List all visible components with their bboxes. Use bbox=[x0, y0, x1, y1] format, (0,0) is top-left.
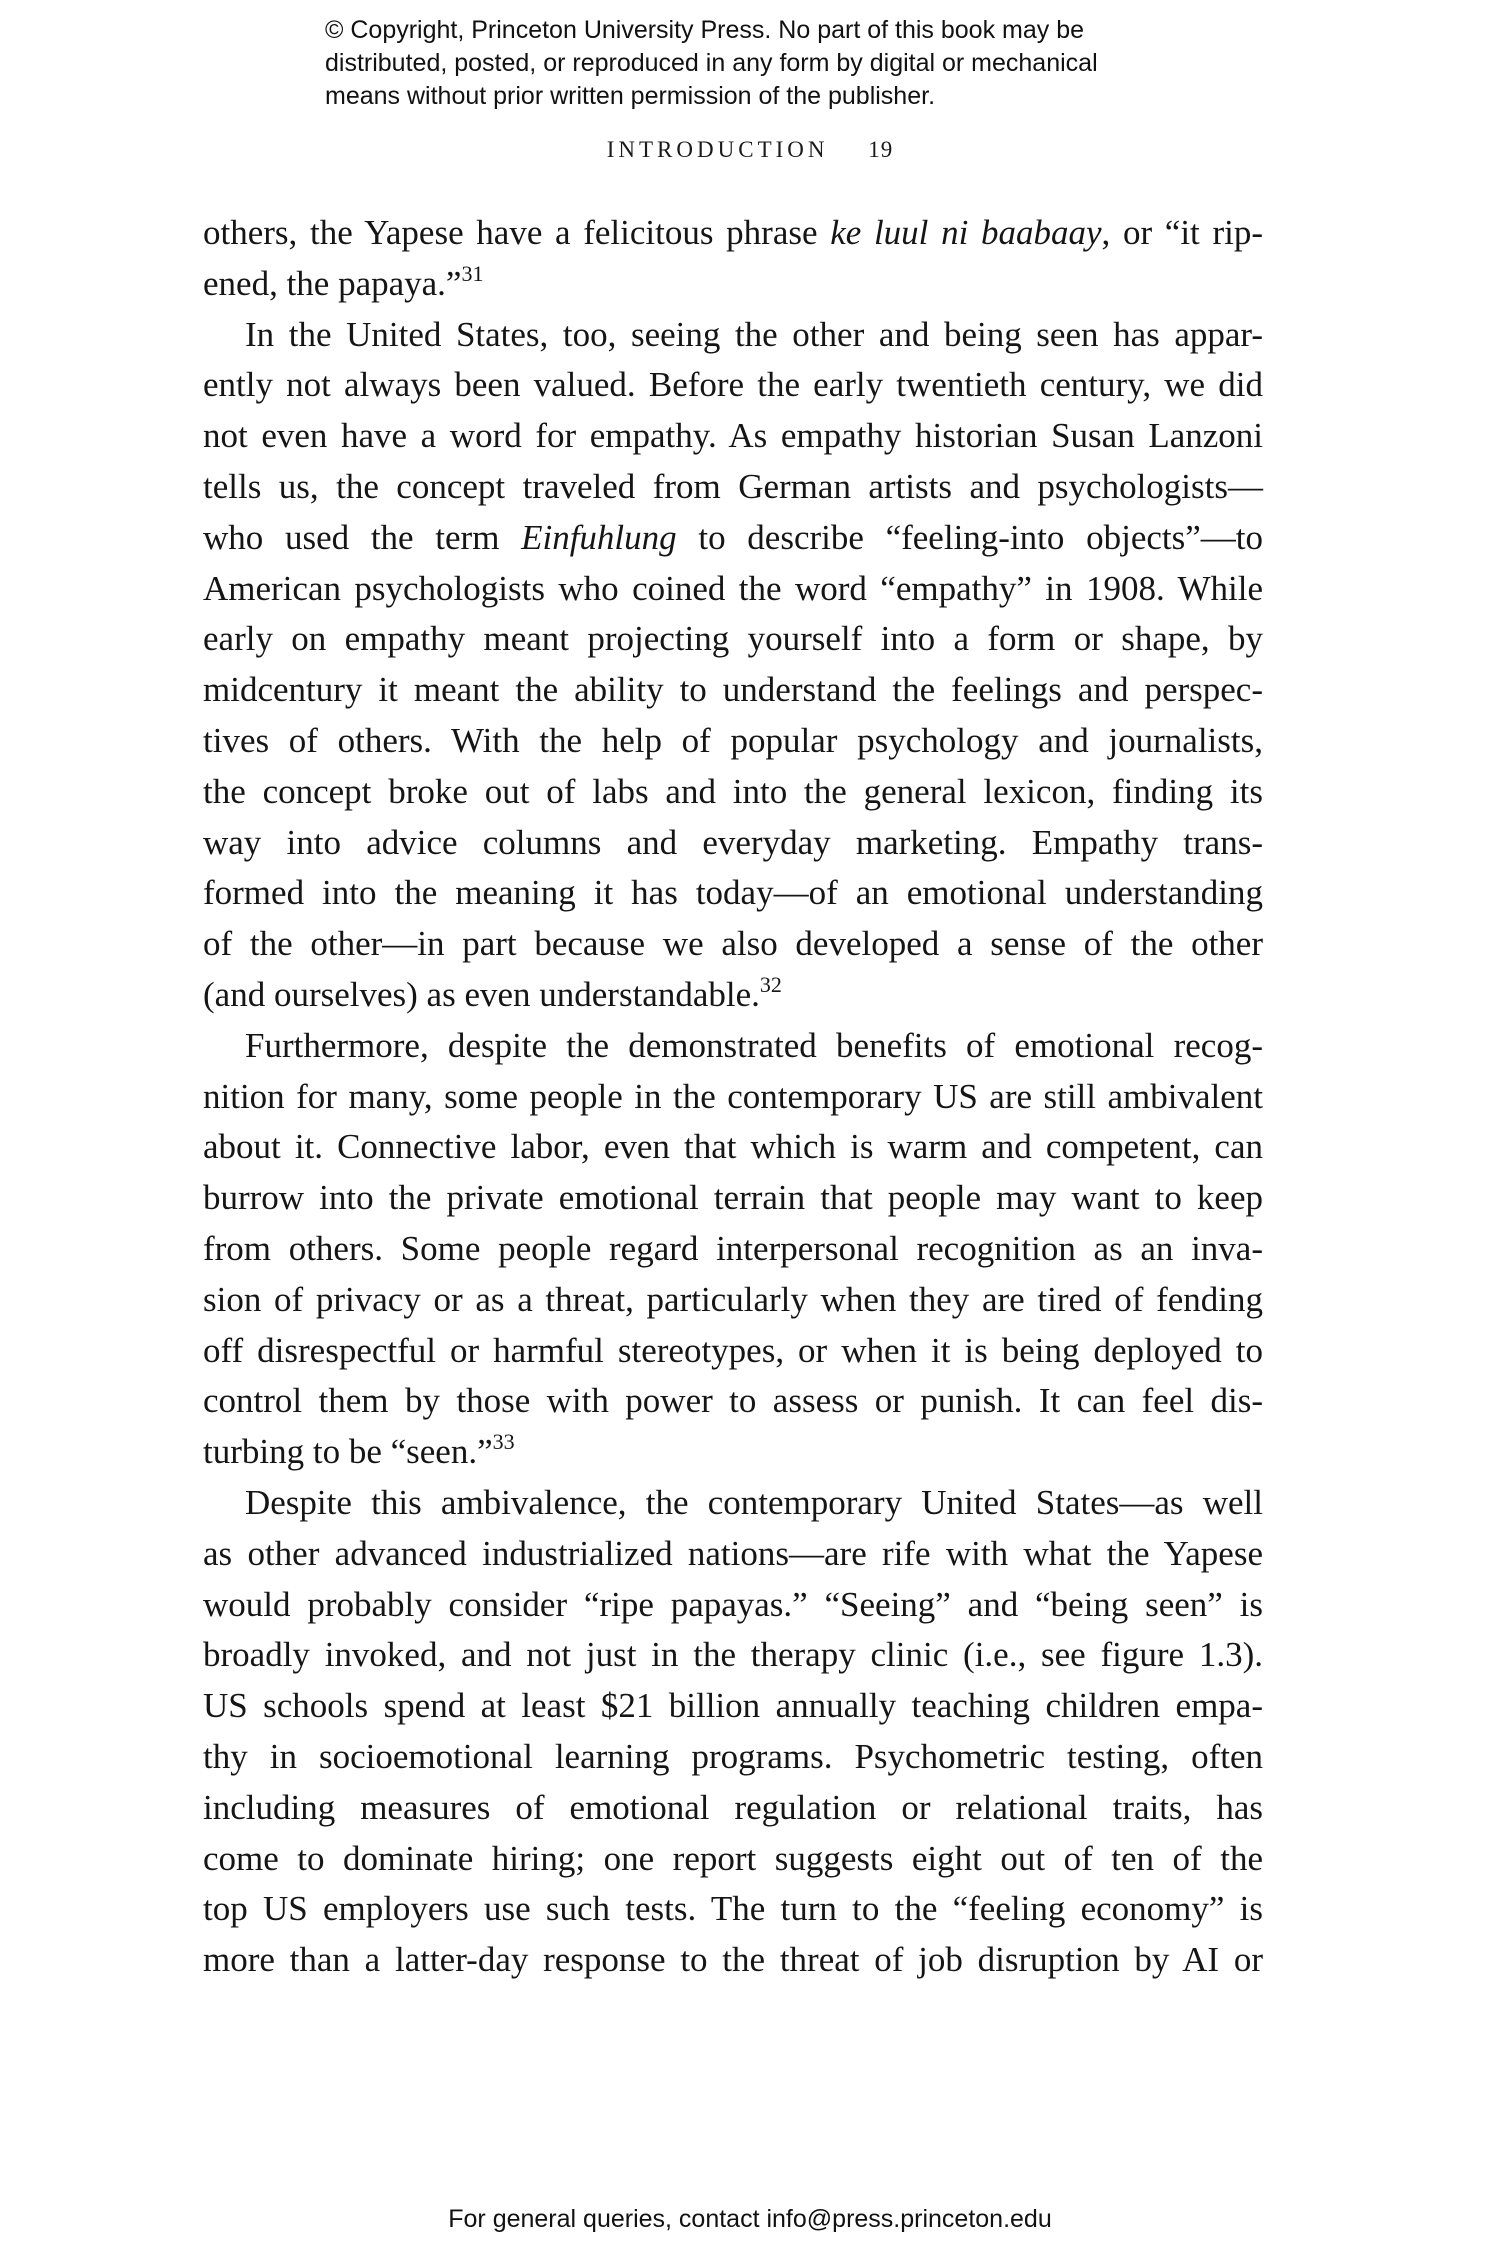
text-line: about it. Connective labor, even that which is warm and competent, can bbox=[203, 1127, 1263, 1167]
footnote-ref-33[interactable]: 33 bbox=[492, 1429, 515, 1455]
text-line: not even have a word for empathy. As empathy historian Susan Lanzoni bbox=[203, 416, 1263, 456]
text-line: top US employers use such tests. The turn to the “feeling economy” is bbox=[203, 1889, 1263, 1929]
text-line: In the United States, too, seeing the other and being seen has appar- bbox=[245, 314, 1263, 354]
footnote-ref-31[interactable]: 31 bbox=[461, 260, 484, 286]
text-line: early on empathy meant projecting yourself into a form or shape, by bbox=[203, 619, 1263, 659]
text-line: as other advanced industrialized nations—are rife with what the Yapese bbox=[203, 1533, 1263, 1573]
copyright-notice bbox=[325, 14, 1225, 113]
text-line: come to dominate hiring; one report suggests eight out of ten of the bbox=[203, 1838, 1263, 1878]
paragraph-3 bbox=[203, 1021, 1263, 1478]
text-line: the concept broke out of labs and into the general lexicon, finding its bbox=[203, 771, 1263, 811]
copyright-line: distributed, posted, or reproduced in any form by digital or mechanical bbox=[325, 49, 1098, 77]
italic-term: Einfuhlung bbox=[521, 517, 677, 557]
paragraph-1 bbox=[203, 208, 1263, 310]
text-line: ently not always been valued. Before the early twentieth century, we did bbox=[203, 365, 1263, 405]
text-line: more than a latter-day response to the threat of job disruption by AI or bbox=[203, 1940, 1263, 1980]
text-line: would probably consider “ripe papayas.” “Seeing” and “being seen” is bbox=[203, 1584, 1263, 1624]
text-line: broadly invoked, and not just in the therapy clinic (i.e., see figure 1.3). bbox=[203, 1635, 1263, 1675]
running-head-title: INTRODUCTION bbox=[606, 137, 829, 162]
text-line: burrow into the private emotional terrain that people may want to keep bbox=[203, 1178, 1263, 1218]
italic-phrase: ke luul ni baabaay bbox=[830, 213, 1102, 252]
text-line: others, the Yapese have a felicitous phrase ke luul ni baabaay, or “it rip- bbox=[203, 213, 1263, 252]
copyright-line: © Copyright, Princeton University Press. No part of this book may be bbox=[325, 16, 1085, 44]
text-line: ened, the papaya.”$^{31}$ bbox=[203, 260, 484, 303]
paragraph-2 bbox=[203, 310, 1263, 1021]
text-line: way into advice columns and everyday marketing. Empathy trans- bbox=[203, 822, 1263, 862]
text-line: formed into the meaning it has today—of an emotional understanding bbox=[203, 873, 1263, 913]
text-line: of the other—in part because we also developed a sense of the other bbox=[203, 924, 1263, 964]
text-line: who used the term Einfuhlung to describe “feeling-into objects”—to bbox=[203, 517, 1263, 557]
text-line: midcentury it meant the ability to understand the feelings and perspec- bbox=[203, 670, 1263, 710]
copyright-line: means without prior written permission of the publisher. bbox=[325, 82, 936, 110]
text-line: (and ourselves) as even understandable.$^{32}$ bbox=[203, 971, 782, 1014]
text-line: turbing to be “seen.”$^{33}$ bbox=[203, 1429, 515, 1472]
text-line: from others. Some people regard interpersonal recognition as an inva- bbox=[203, 1228, 1263, 1268]
body-text bbox=[203, 208, 1263, 1986]
text-line: American psychologists who coined the word “empathy” in 1908. While bbox=[203, 568, 1263, 608]
running-head bbox=[0, 137, 1500, 163]
text-line: US schools spend at least $21 billion annually teaching children empa- bbox=[203, 1686, 1263, 1726]
text-line: control them by those with power to assess or punish. It can feel dis- bbox=[203, 1381, 1263, 1421]
text-line: sion of privacy or as a threat, particularly when they are tired of fending bbox=[203, 1279, 1263, 1319]
text-line: Furthermore, despite the demonstrated benefits of emotional recog- bbox=[245, 1025, 1263, 1065]
text-line: nition for many, some people in the contemporary US are still ambivalent bbox=[203, 1076, 1263, 1116]
page-number: 19 bbox=[868, 137, 894, 162]
footer-contact: For general queries, contact info@press.princeton.edu bbox=[448, 2205, 1052, 2233]
text-line: including measures of emotional regulation or relational traits, has bbox=[203, 1787, 1263, 1827]
paragraph-4 bbox=[203, 1478, 1263, 1986]
text-line: tells us, the concept traveled from German artists and psychologists— bbox=[203, 466, 1263, 506]
footnote-ref-32[interactable]: 32 bbox=[759, 971, 782, 997]
text-line: Despite this ambivalence, the contemporary United States—as well bbox=[245, 1482, 1263, 1522]
text-line: tives of others. With the help of popular psychology and journalists, bbox=[203, 720, 1263, 760]
text-line: off disrespectful or harmful stereotypes, or when it is being deployed to bbox=[203, 1330, 1263, 1370]
text-line: thy in socioemotional learning programs. Psychometric testing, often bbox=[203, 1736, 1263, 1776]
